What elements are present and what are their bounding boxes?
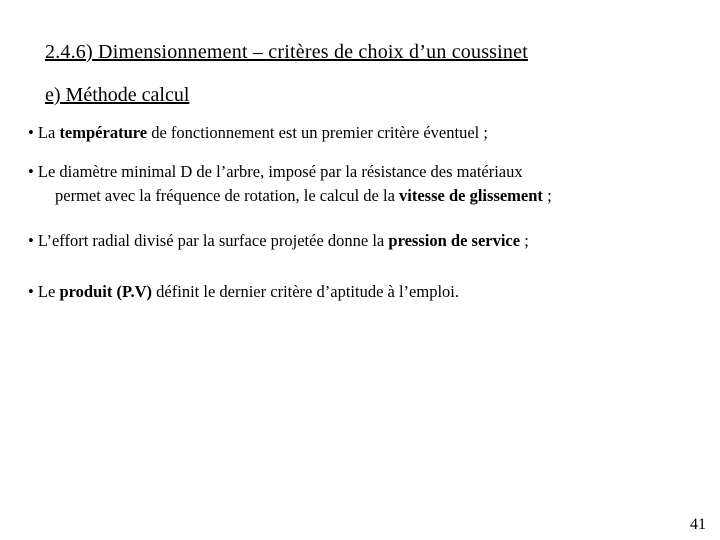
- bullet-marker: •: [28, 282, 34, 301]
- bullet-text: ;: [542, 186, 552, 205]
- bullet-text: Le: [33, 282, 60, 301]
- slide-subtitle: e) Méthode calcul: [45, 84, 190, 106]
- bullet-pression: [28, 229, 529, 253]
- bullet-text: ;: [520, 231, 529, 250]
- bullet-text: Le diamètre minimal D de l’arbre, imposé par la résistance des matériaux: [33, 162, 523, 181]
- bullet-text: L’effort radial divisé par la surface projetée donne la: [33, 231, 389, 250]
- bullet-text: de fonctionnement est un premier critère éventuel ;: [147, 123, 488, 142]
- slide-title: 2.4.6) Dimensionnement – critères de choix d’un coussinet: [45, 41, 528, 63]
- bullet-text: La: [33, 123, 60, 142]
- bullet-marker: •: [28, 231, 34, 250]
- bullet-produit: [28, 280, 459, 304]
- bullet-text: définit le dernier critère d’aptitude à l’emploi.: [152, 282, 459, 301]
- bullet-marker: •: [28, 123, 34, 142]
- page-number: 41: [690, 516, 706, 533]
- bullet-temperature: [28, 121, 488, 145]
- bullet-text: permet avec la fréquence de rotation, le calcul de la: [55, 186, 400, 205]
- bullet-keyword: pression de service: [388, 231, 521, 250]
- bullet-keyword: produit (P.V): [59, 282, 153, 301]
- bullet-keyword: température: [59, 123, 148, 142]
- bullet-marker: •: [28, 162, 34, 181]
- bullet-continuation: [28, 184, 552, 208]
- bullet-keyword: vitesse de glissement: [399, 186, 543, 205]
- bullet-vitesse: [28, 160, 552, 208]
